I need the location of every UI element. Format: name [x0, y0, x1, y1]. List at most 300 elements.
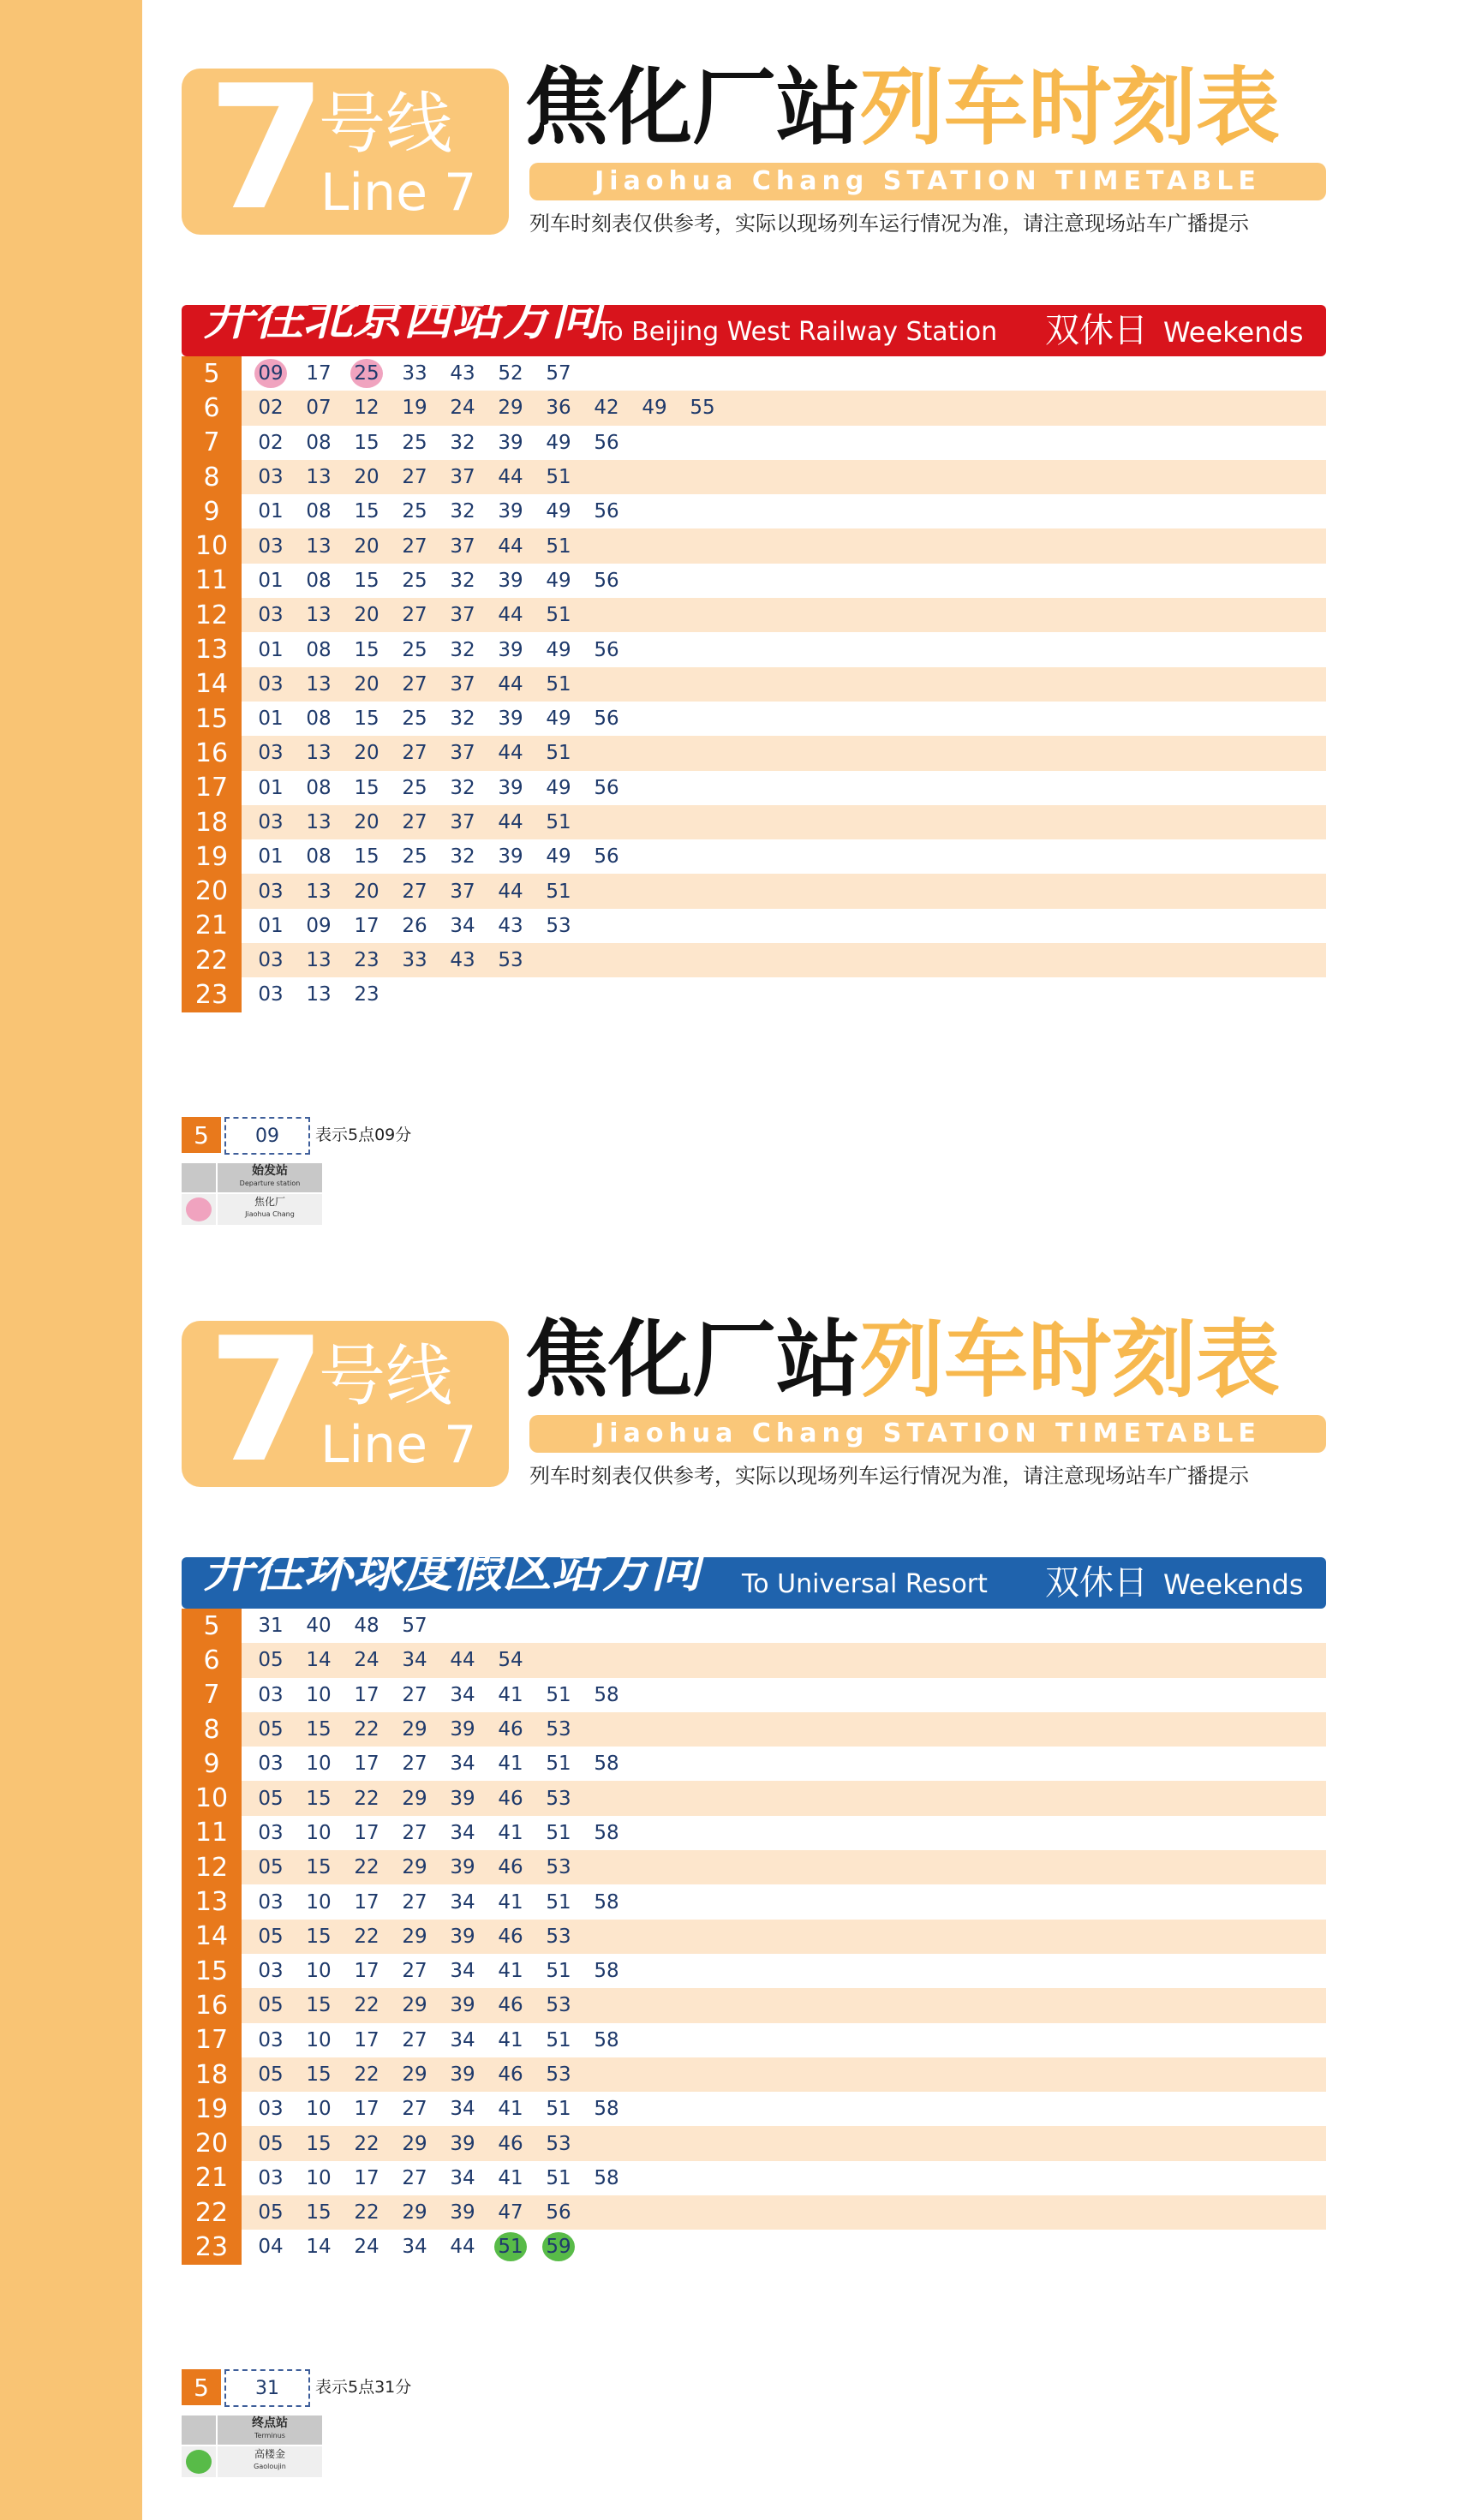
minute-cell: 27: [402, 1890, 427, 1914]
hour-cell: 17: [182, 2023, 242, 2057]
minute-cell: 32: [450, 431, 475, 454]
page-title: [524, 1309, 1280, 1412]
legend-header-en: Terminus: [254, 2432, 285, 2439]
minute-cell: 51: [546, 1960, 571, 1983]
minute-cell: 14: [306, 1649, 332, 1672]
line-label-cn: 号线: [319, 1338, 453, 1415]
minute-cell: 13: [306, 742, 332, 765]
minute-cell: 12: [354, 397, 379, 420]
hour-cell: 5: [182, 356, 242, 391]
minute-cell: 20: [354, 672, 379, 696]
minute-cell: 15: [306, 1925, 332, 1948]
minute-cell: 41: [498, 1821, 523, 1844]
timetable-row: [182, 426, 1326, 460]
minute-cell: 41: [498, 1890, 523, 1914]
minute-cell: 05: [258, 1925, 284, 1948]
minute-cell: 33: [402, 362, 427, 385]
minute-cell: 49: [546, 708, 571, 731]
legend-header: [218, 1163, 322, 1192]
minute-cell: 34: [450, 1960, 475, 1983]
minute-cell: 46: [498, 1925, 523, 1948]
minute-cell: 03: [258, 742, 284, 765]
minute-cell: 05: [258, 2201, 284, 2224]
minute-cell: 15: [306, 2063, 332, 2086]
minute-cell: 25: [402, 776, 427, 799]
minute-cell: 27: [402, 604, 427, 627]
minute-cell: 29: [402, 1856, 427, 1879]
legend-hour: 5: [182, 1117, 221, 1153]
minute-cell: 27: [402, 811, 427, 833]
minute-cell: 41: [498, 2166, 523, 2189]
timetable-row: [182, 874, 1326, 908]
timetable-label: 列车时刻表: [860, 1311, 1281, 1409]
minute-cell: 49: [546, 431, 571, 454]
subtitle-en: Jiaohua Chang STATION TIMETABLE: [529, 163, 1326, 200]
minute-cell: 58: [594, 1753, 619, 1776]
minute-cell: 08: [306, 431, 332, 454]
timetable-row: [182, 632, 1326, 666]
minute-cell: 44: [498, 466, 523, 489]
minute-cell: 34: [450, 1821, 475, 1844]
minute-cell: 22: [354, 2132, 379, 2155]
minute-cell: 27: [402, 880, 427, 903]
hour-cell: 19: [182, 839, 242, 874]
minute-cell: 49: [546, 776, 571, 799]
minute-cell: 39: [498, 845, 523, 869]
minute-cell: 08: [306, 845, 332, 869]
timetable-row: [182, 909, 1326, 943]
minute-cell: 39: [450, 1925, 475, 1948]
minute-cell: 03: [258, 1960, 284, 1983]
timetable-row: [182, 391, 1326, 425]
minute-cell: 25: [402, 569, 427, 592]
minute-cell: 08: [306, 776, 332, 799]
minute-cell: 46: [498, 1718, 523, 1741]
line-badge: [182, 1301, 509, 1501]
minute-cell: 27: [402, 2166, 427, 2189]
minute-cell: 15: [354, 431, 379, 454]
line-number: 7: [207, 1301, 327, 1501]
minute-cell: 32: [450, 638, 475, 661]
minute-cell: 46: [498, 1856, 523, 1879]
timetable-row: [182, 494, 1326, 528]
minute-cell: 08: [306, 500, 332, 523]
minute-cell: 25: [402, 845, 427, 869]
minute-cell: 03: [258, 983, 284, 1006]
minute-cell: 44: [450, 1649, 475, 1672]
minute-cell: 14: [306, 2236, 332, 2259]
minute-cell: 17: [354, 1821, 379, 1844]
minute-cell: 22: [354, 2201, 379, 2224]
minute-cell: 08: [306, 569, 332, 592]
minute-cell: 51: [546, 672, 571, 696]
minute-cell: 01: [258, 638, 284, 661]
hour-cell: 9: [182, 1747, 242, 1781]
minute-cell: 13: [306, 880, 332, 903]
minute-cell: 56: [594, 569, 619, 592]
hour-cell: 22: [182, 2195, 242, 2230]
minute-cell: 34: [450, 2098, 475, 2121]
minute-cell: 27: [402, 2028, 427, 2051]
minute-cell: 22: [354, 1994, 379, 2017]
minute-cell: 13: [306, 534, 332, 558]
minute-cell: 20: [354, 604, 379, 627]
minute-cell: 51: [546, 1753, 571, 1776]
minute-cell: 51: [546, 2166, 571, 2189]
terminus-marker-icon: [186, 2450, 212, 2474]
legend-header-cn: 始发站: [252, 1164, 288, 1178]
minute-cell: 26: [402, 914, 427, 937]
minute-cell: 32: [450, 708, 475, 731]
minute-cell: 49: [546, 845, 571, 869]
hour-cell: 7: [182, 1678, 242, 1712]
hour-cell: 8: [182, 460, 242, 494]
timetable-rows: [182, 356, 1326, 1012]
minute-cell: 03: [258, 1683, 284, 1706]
minute-cell: 15: [354, 500, 379, 523]
hour-cell: 20: [182, 874, 242, 908]
minute-cell: 44: [498, 604, 523, 627]
minute-cell: 53: [546, 2063, 571, 2086]
minute-cell: 02: [258, 397, 284, 420]
minute-cell: 17: [354, 1683, 379, 1706]
direction-banner: [182, 1540, 1326, 1609]
minute-cell: 25: [402, 708, 427, 731]
minute-cell: 25: [402, 431, 427, 454]
minute-cell: 56: [594, 708, 619, 731]
timetable-row: [182, 702, 1326, 736]
station-name: 焦化厂站: [524, 1311, 861, 1409]
minute-cell: 17: [354, 2098, 379, 2121]
minute-cell: 56: [594, 845, 619, 869]
minute-cell: 34: [450, 1753, 475, 1776]
legend-header-blank: [182, 1163, 216, 1192]
minute-cell: 48: [354, 1615, 379, 1638]
minute-cell: 34: [402, 1649, 427, 1672]
minute-cell: 41: [498, 2028, 523, 2051]
minute-cell: 15: [306, 1856, 332, 1879]
minute-cell: 44: [498, 880, 523, 903]
legend-header: [218, 2415, 322, 2445]
minute-cell: 07: [306, 397, 332, 420]
minute-cell: 56: [594, 638, 619, 661]
minute-cell: 39: [450, 1994, 475, 2017]
timetable-row: [182, 1884, 1326, 1919]
minute-cell: 03: [258, 672, 284, 696]
minute-cell: 17: [354, 1753, 379, 1776]
line-badge: [182, 49, 509, 248]
minute-cell: 15: [354, 708, 379, 731]
legend-header-blank: [182, 2415, 216, 2445]
minute-cell: 37: [450, 811, 475, 833]
timetable-row: [182, 2161, 1326, 2195]
legend-minute: 09: [224, 1117, 310, 1155]
minute-cell: 09: [258, 362, 284, 385]
minute-cell: 15: [306, 1994, 332, 2017]
minute-cell: 53: [546, 1856, 571, 1879]
timetable-row: [182, 2023, 1326, 2057]
minute-cell: 34: [402, 2236, 427, 2259]
minute-cell: 15: [306, 1787, 332, 1810]
legend-station-en: Jiaohua Chang: [245, 1210, 295, 1218]
minute-cell: 36: [546, 397, 571, 420]
minute-cell: 39: [498, 638, 523, 661]
minute-cell: 49: [546, 638, 571, 661]
hour-cell: 22: [182, 943, 242, 977]
minute-cell: 58: [594, 1960, 619, 1983]
minute-cell: 27: [402, 1960, 427, 1983]
minute-cell: 05: [258, 2132, 284, 2155]
minute-cell: 17: [354, 1890, 379, 1914]
minute-cell: 03: [258, 2098, 284, 2121]
minute-cell: 58: [594, 2098, 619, 2121]
timetable-row: [182, 977, 1326, 1012]
minute-cell: 43: [450, 949, 475, 972]
minute-cell: 05: [258, 1718, 284, 1741]
timetable-row: [182, 1954, 1326, 1988]
minute-cell: 41: [498, 1960, 523, 1983]
minute-cell: 32: [450, 569, 475, 592]
minute-cell: 46: [498, 2132, 523, 2155]
hour-cell: 21: [182, 2161, 242, 2195]
hour-cell: 11: [182, 1816, 242, 1850]
timetable-row: [182, 1747, 1326, 1781]
minute-cell: 43: [498, 914, 523, 937]
minute-cell: 09: [306, 914, 332, 937]
minute-cell: 55: [690, 397, 715, 420]
minute-cell: 13: [306, 949, 332, 972]
minute-cell: 33: [402, 949, 427, 972]
direction-cn: 开往北京西站方向: [204, 288, 602, 346]
minute-cell: 29: [402, 2201, 427, 2224]
minute-cell: 40: [306, 1615, 332, 1638]
day-type-en: Weekends: [1163, 1568, 1304, 1601]
minute-cell: 05: [258, 2063, 284, 2086]
minute-cell: 39: [498, 776, 523, 799]
timetable-row: [182, 1781, 1326, 1815]
timetable-section-beijing-west: [0, 0, 1458, 1251]
minute-cell: 41: [498, 2098, 523, 2121]
timetable-row: [182, 2057, 1326, 2092]
minute-cell: 15: [354, 569, 379, 592]
minute-cell: 01: [258, 845, 284, 869]
minute-cell: 46: [498, 2063, 523, 2086]
minute-cell: 37: [450, 466, 475, 489]
hour-cell: 20: [182, 2126, 242, 2160]
legend-marker-cell: [182, 2446, 216, 2477]
minute-cell: 39: [450, 2201, 475, 2224]
minute-cell: 44: [498, 811, 523, 833]
line-label-cn: 号线: [319, 86, 453, 163]
minute-cell: 39: [450, 2132, 475, 2155]
minute-cell: 51: [498, 2236, 523, 2259]
minute-cell: 44: [498, 534, 523, 558]
minute-cell: 54: [498, 1649, 523, 1672]
minute-cell: 49: [642, 397, 667, 420]
minute-cell: 32: [450, 845, 475, 869]
minute-cell: 58: [594, 1683, 619, 1706]
minute-cell: 29: [402, 2132, 427, 2155]
minute-cell: 05: [258, 1649, 284, 1672]
minute-cell: 29: [402, 1787, 427, 1810]
minute-cell: 44: [498, 672, 523, 696]
hour-cell: 16: [182, 736, 242, 770]
minute-cell: 39: [450, 1856, 475, 1879]
minute-cell: 29: [402, 1718, 427, 1741]
minute-cell: 53: [546, 914, 571, 937]
timetable-label: 列车时刻表: [860, 59, 1281, 157]
minute-cell: 13: [306, 466, 332, 489]
minute-cell: 27: [402, 466, 427, 489]
direction-en: To Beijing West Railway Station: [596, 317, 998, 347]
minute-cell: 22: [354, 2063, 379, 2086]
minute-cell: 29: [402, 2063, 427, 2086]
minute-cell: 15: [354, 845, 379, 869]
hour-cell: 8: [182, 1712, 242, 1747]
minute-cell: 03: [258, 1821, 284, 1844]
timetable-row: [182, 805, 1326, 839]
minute-cell: 51: [546, 534, 571, 558]
minute-cell: 03: [258, 2166, 284, 2189]
minute-cell: 10: [306, 1753, 332, 1776]
minute-cell: 34: [450, 914, 475, 937]
minute-cell: 51: [546, 2028, 571, 2051]
legend-station: [218, 2446, 322, 2477]
minute-cell: 29: [402, 1925, 427, 1948]
timetable-row: [182, 564, 1326, 598]
minute-cell: 01: [258, 914, 284, 937]
minute-cell: 10: [306, 1821, 332, 1844]
minute-cell: 51: [546, 604, 571, 627]
minute-cell: 44: [498, 742, 523, 765]
timetable-row: [182, 1816, 1326, 1850]
timetable-section-universal-resort: [0, 1252, 1458, 2503]
minute-cell: 20: [354, 534, 379, 558]
minute-cell: 01: [258, 708, 284, 731]
hour-cell: 10: [182, 528, 242, 563]
minute-cell: 10: [306, 2098, 332, 2121]
hour-cell: 13: [182, 1884, 242, 1919]
hour-cell: 11: [182, 564, 242, 598]
minute-cell: 23: [354, 949, 379, 972]
minute-cell: 43: [450, 362, 475, 385]
minute-cell: 41: [498, 1753, 523, 1776]
day-type-cn: 双休日: [1045, 1563, 1148, 1603]
minute-cell: 39: [498, 569, 523, 592]
minute-cell: 31: [258, 1615, 284, 1638]
minute-cell: 01: [258, 500, 284, 523]
minute-cell: 27: [402, 2098, 427, 2121]
legend-station-cn: 焦化厂: [254, 1196, 285, 1208]
minute-cell: 27: [402, 742, 427, 765]
minute-cell: 51: [546, 880, 571, 903]
hour-cell: 7: [182, 426, 242, 460]
timetable-row: [182, 528, 1326, 563]
minute-cell: 03: [258, 880, 284, 903]
hour-cell: 10: [182, 1781, 242, 1815]
legend-header-en: Departure station: [239, 1179, 301, 1187]
hour-cell: 15: [182, 1954, 242, 1988]
minute-cell: 58: [594, 2028, 619, 2051]
minute-cell: 51: [546, 1890, 571, 1914]
minute-cell: 39: [450, 1718, 475, 1741]
minute-cell: 56: [594, 431, 619, 454]
minute-cell: 03: [258, 534, 284, 558]
minute-cell: 22: [354, 1787, 379, 1810]
minute-cell: 53: [546, 1787, 571, 1810]
minute-cell: 08: [306, 708, 332, 731]
direction-en: To Universal Resort: [742, 1569, 988, 1599]
minute-cell: 27: [402, 672, 427, 696]
minute-cell: 41: [498, 1683, 523, 1706]
minute-cell: 32: [450, 500, 475, 523]
timetable-row: [182, 1712, 1326, 1747]
minute-cell: 24: [354, 1649, 379, 1672]
minute-cell: 46: [498, 1787, 523, 1810]
minute-cell: 22: [354, 1925, 379, 1948]
hour-cell: 13: [182, 632, 242, 666]
minute-cell: 10: [306, 1960, 332, 1983]
minute-cell: 15: [306, 2201, 332, 2224]
minute-cell: 20: [354, 742, 379, 765]
minute-cell: 08: [306, 638, 332, 661]
minute-cell: 37: [450, 742, 475, 765]
minute-cell: 19: [402, 397, 427, 420]
legend-description: 表示5点31分: [315, 2378, 412, 2397]
minute-cell: 25: [354, 362, 379, 385]
hour-cell: 6: [182, 1643, 242, 1677]
minute-cell: 24: [354, 2236, 379, 2259]
minute-cell: 51: [546, 1821, 571, 1844]
minute-cell: 27: [402, 1821, 427, 1844]
minute-cell: 39: [450, 1787, 475, 1810]
minute-cell: 34: [450, 2166, 475, 2189]
minute-cell: 10: [306, 1890, 332, 1914]
hour-cell: 18: [182, 805, 242, 839]
timetable-row: [182, 943, 1326, 977]
minute-cell: 05: [258, 1787, 284, 1810]
minute-cell: 39: [498, 500, 523, 523]
minute-cell: 17: [354, 1960, 379, 1983]
minute-cell: 17: [306, 362, 332, 385]
minute-cell: 57: [402, 1615, 427, 1638]
subtitle-en: Jiaohua Chang STATION TIMETABLE: [529, 1415, 1326, 1453]
minute-cell: 52: [498, 362, 523, 385]
minute-cell: 22: [354, 1718, 379, 1741]
hour-cell: 5: [182, 1609, 242, 1643]
minute-cell: 29: [402, 1994, 427, 2017]
minute-cell: 22: [354, 1856, 379, 1879]
minute-cell: 56: [546, 2201, 571, 2224]
day-type-cn: 双休日: [1045, 311, 1148, 350]
minute-cell: 51: [546, 1683, 571, 1706]
minute-cell: 15: [306, 2132, 332, 2155]
minute-cell: 25: [402, 500, 427, 523]
timetable-row: [182, 2126, 1326, 2160]
timetable-row: [182, 1988, 1326, 2022]
hour-cell: 23: [182, 977, 242, 1012]
minute-cell: 58: [594, 2166, 619, 2189]
minute-cell: 37: [450, 534, 475, 558]
timetable-rows: [182, 1609, 1326, 2265]
line-label-en: Line 7: [320, 1415, 477, 1475]
minute-cell: 53: [546, 2132, 571, 2155]
minute-cell: 24: [450, 397, 475, 420]
departure-marker-icon: [186, 1197, 212, 1221]
minute-cell: 20: [354, 880, 379, 903]
minute-cell: 01: [258, 569, 284, 592]
timetable-row: [182, 2092, 1326, 2126]
